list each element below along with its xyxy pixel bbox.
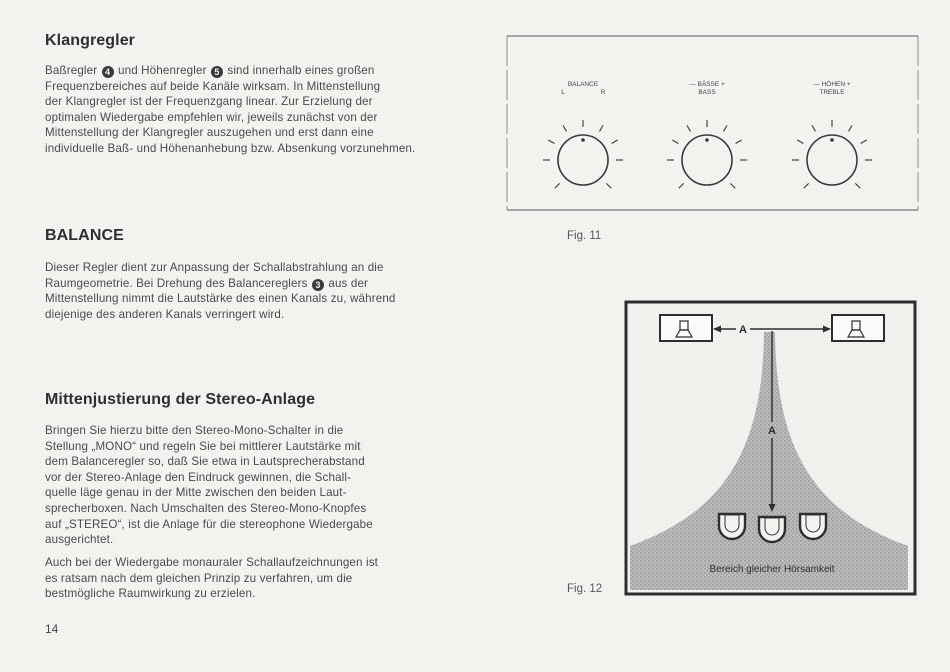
- text-line: Frequenzbereiches auf beide Kanäle wirksam. In Mittenstellung: [45, 79, 381, 93]
- balance-label: BALANCE: [567, 81, 599, 88]
- balance-knob: [543, 81, 623, 188]
- knob-tick-mark: [736, 140, 742, 144]
- text-line: Mittenstellung der Klangregler auszugehen und erst dann eine: [45, 126, 374, 140]
- knob-tick-mark: [797, 140, 803, 144]
- control-number-badge: 3: [312, 279, 324, 291]
- text-line: Bringen Sie hierzu bitte den Stereo-Mono-Schalter in die: [45, 424, 344, 437]
- control-number-badge: 5: [211, 66, 223, 78]
- paragraph-balance: [45, 260, 457, 322]
- bass-knob: [667, 80, 747, 188]
- text-line: bestmögliche Raumwirkung zu erzielen.: [45, 587, 256, 601]
- knob-tick-mark: [861, 140, 867, 144]
- knob-tick-mark: [555, 183, 560, 188]
- figure-12-caption: Fig. 12: [567, 583, 603, 595]
- knob-tick-mark: [606, 183, 611, 188]
- distance-label-a-horizontal: A: [739, 324, 747, 336]
- equal-hearing-zone-label: Bereich gleicher Hörsamkeit: [709, 564, 835, 575]
- figure-11-control-panel: [505, 30, 920, 216]
- treble-label-en: TREBLE: [819, 89, 845, 96]
- right-speaker: [832, 315, 884, 341]
- text-line: Stellung „MONO“ und regeln Sie bei mittlerer Lautstärke mit: [45, 439, 361, 453]
- knob-tick-mark: [812, 125, 816, 131]
- text-line: optimalen Wiedergabe empfehlen wir, jeweils zunächst von der: [45, 110, 378, 124]
- balance-right-label: R: [600, 89, 606, 96]
- balance-left-label: L: [561, 89, 565, 96]
- text-line: Mittenstellung nimmt die Lautstärke des einen Kanals zu, während: [45, 292, 396, 306]
- left-speaker: [660, 315, 712, 341]
- treble-knob: [792, 80, 872, 188]
- heading-klangregler: Klangregler: [45, 32, 136, 49]
- knob-tick-mark: [724, 125, 728, 131]
- text-line: Dieser Regler dient zur Anpassung der Schallabstrahlung an die: [45, 261, 384, 274]
- text-line: quelle läge genau in der Mitte zwischen den beiden Laut-: [45, 486, 347, 500]
- knob-tick-mark: [687, 125, 691, 131]
- knob-tick-mark: [672, 140, 678, 144]
- text-line: dem Balanceregler so, daß Sie etwa in Lautsprecherabstand: [45, 455, 365, 469]
- text-line: es ratsam nach dem gleichen Prinzip zu verfahren, um die: [45, 571, 353, 585]
- control-number-badge: 4: [102, 66, 114, 78]
- knob-tick-mark: [855, 183, 860, 188]
- paragraph-mittenjustierung: [45, 423, 457, 548]
- heading-mittenjustierung: Mittenjustierung der Stereo-Anlage: [45, 391, 316, 408]
- figure-11-caption: Fig. 11: [567, 230, 602, 242]
- distance-label-a-vertical: A: [768, 425, 776, 437]
- text-line: Baßregler 4 und Höhenregler 5 sind innerhalb eines großen: [45, 64, 375, 77]
- text-line: vor der Stereo-Anlage den Eindruck gewinnen, die Schall-: [45, 470, 352, 484]
- treble-label-de: — HÖHEN +: [813, 81, 851, 88]
- text-line: ausgerichtet.: [45, 533, 114, 547]
- text-line: diejenige des anderen Kanals verringert wird.: [45, 307, 285, 321]
- text-line: sprecherboxen. Nach Umschalten des Stereo-Mono-Knopfes: [45, 501, 367, 515]
- paragraph-mono-hinweis: [45, 555, 457, 602]
- knob-tick-mark: [849, 125, 853, 131]
- paragraph-klangregler: [45, 63, 457, 157]
- text-line: individuelle Baß- und Höhenanhebung bzw. Absenkung vorzunehmen.: [45, 141, 416, 155]
- knob-tick-mark: [679, 183, 684, 188]
- bass-label-de: — BÄSSE +: [689, 81, 725, 88]
- knob-tick-mark: [730, 183, 735, 188]
- bass-label-en: BASS: [698, 89, 716, 96]
- knob-tick-mark: [600, 125, 604, 131]
- text-line: auf „STEREO“, ist die Anlage für die stereophone Wiedergabe: [45, 517, 373, 531]
- text-line: Raumgeometrie. Bei Drehung des Balancereglers 3 aus der: [45, 276, 369, 290]
- text-line: Auch bei der Wiedergabe monauraler Schallaufzeichnungen ist: [45, 556, 379, 569]
- knob-tick-mark: [548, 140, 554, 144]
- knob-tick-mark: [563, 125, 567, 131]
- page-number: 14: [45, 622, 59, 636]
- knob-tick-mark: [612, 140, 618, 144]
- text-line: der Klangregler ist der Frequenzgang linear. Zur Erzielung der: [45, 95, 373, 109]
- figure-12-listening-area: [624, 300, 917, 596]
- listener-seats: [719, 514, 826, 542]
- knob-tick-mark: [804, 183, 809, 188]
- heading-balance: BALANCE: [45, 227, 124, 244]
